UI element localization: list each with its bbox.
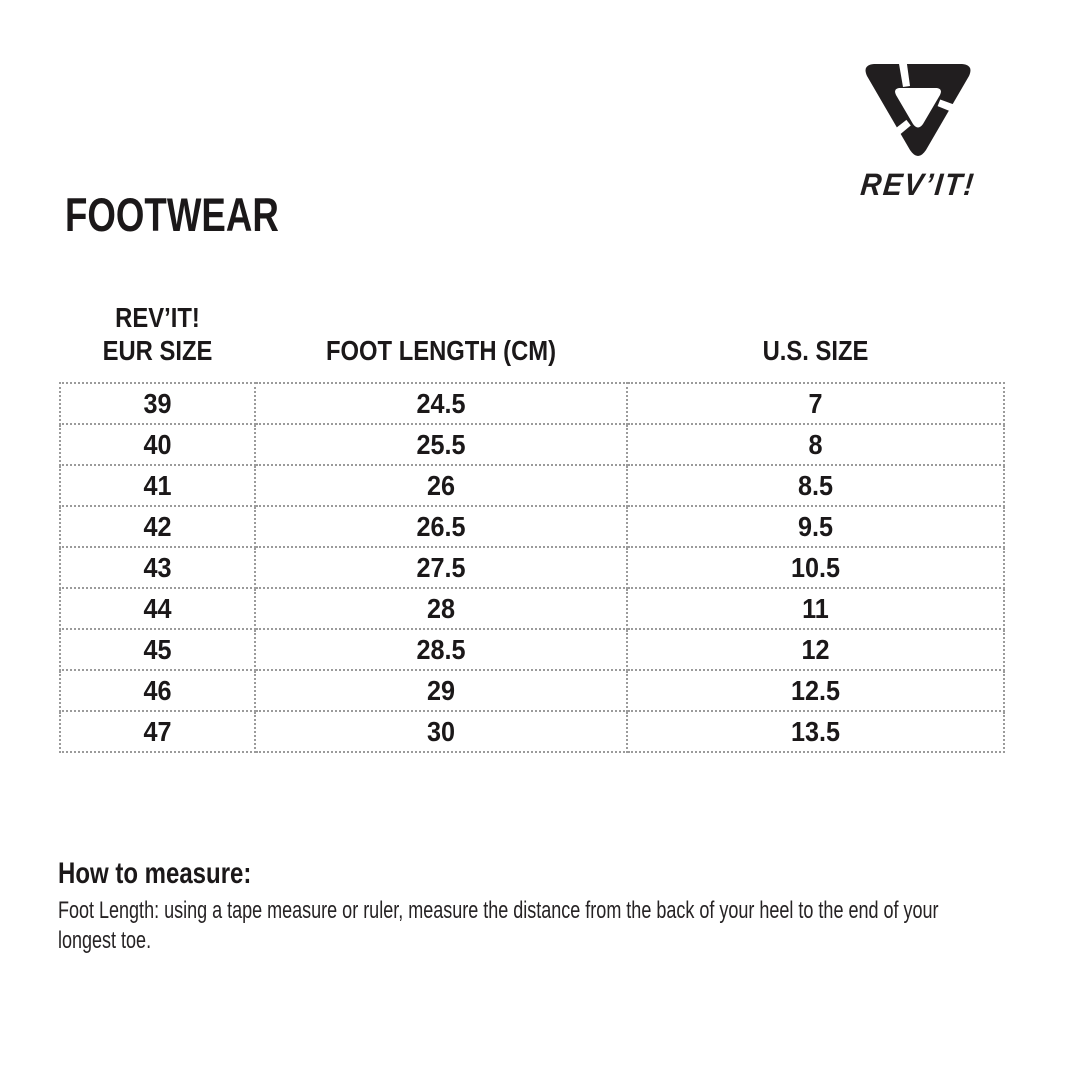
brand-wordmark: REV’IT!: [859, 167, 978, 202]
us-size-cell: 8: [627, 424, 1004, 465]
page-title: FOOTWEAR: [65, 188, 279, 241]
table-row: [60, 424, 1004, 465]
table-row: [60, 629, 1004, 670]
table-row: [60, 383, 1004, 424]
column-header-label: U.S. SIZE: [762, 335, 869, 366]
table-row: [60, 670, 1004, 711]
how-to-measure-heading: How to measure:: [58, 857, 252, 890]
table-row: [60, 506, 1004, 547]
foot-length-cell: 25.5: [255, 424, 627, 465]
table-row: [60, 465, 1004, 506]
us-size-cell: 13.5: [627, 711, 1004, 752]
foot-length-cell: 28.5: [255, 629, 627, 670]
eur-size-cell: 39: [60, 383, 255, 424]
foot-length-cell: 27.5: [255, 547, 627, 588]
column-header-brand-line: REV’IT!: [115, 302, 200, 333]
eur-size-cell: 47: [60, 711, 255, 752]
us-size-cell: 8.5: [627, 465, 1004, 506]
eur-size-cell: 45: [60, 629, 255, 670]
size-table: [59, 301, 1005, 753]
us-size-cell: 10.5: [627, 547, 1004, 588]
foot-length-cell: 28: [255, 588, 627, 629]
eur-size-cell: 41: [60, 465, 255, 506]
eur-size-cell: 40: [60, 424, 255, 465]
column-header-label: FOOT LENGTH (CM): [325, 335, 557, 366]
how-to-measure-text: [58, 896, 939, 956]
how-to-measure-line: longest toe.: [58, 927, 152, 954]
foot-length-cell: 26: [255, 465, 627, 506]
column-header-eur-size: [60, 301, 255, 383]
foot-length-cell: 29: [255, 670, 627, 711]
table-row: [60, 711, 1004, 752]
table-row: [60, 547, 1004, 588]
eur-size-cell: 44: [60, 588, 255, 629]
us-size-cell: 7: [627, 383, 1004, 424]
brand-logo: [842, 52, 994, 203]
foot-length-cell: 30: [255, 711, 627, 752]
eur-size-cell: 46: [60, 670, 255, 711]
foot-length-cell: 24.5: [255, 383, 627, 424]
size-table-section: [59, 301, 1003, 753]
us-size-cell: 11: [627, 588, 1004, 629]
header-row: [60, 301, 1004, 383]
eur-size-cell: 43: [60, 547, 255, 588]
us-size-cell: 9.5: [627, 506, 1004, 547]
how-to-measure-line: Foot Length: using a tape measure or ruler, measure the distance from the back of your heel to the end of your: [58, 897, 939, 924]
table-row: [60, 588, 1004, 629]
column-header-us-size: [627, 301, 1004, 383]
us-size-cell: 12: [627, 629, 1004, 670]
foot-length-cell: 26.5: [255, 506, 627, 547]
column-header-foot-length: [255, 301, 627, 383]
eur-size-cell: 42: [60, 506, 255, 547]
column-header-label: EUR SIZE: [102, 335, 213, 366]
us-size-cell: 12.5: [627, 670, 1004, 711]
revit-emblem-icon: [857, 52, 979, 164]
